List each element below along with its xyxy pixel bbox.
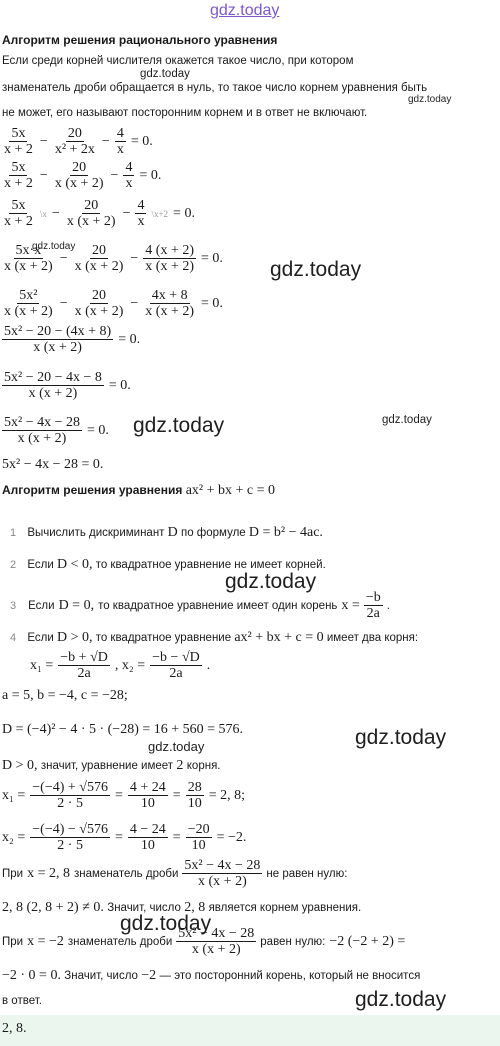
watermark: gdz.today	[408, 94, 452, 105]
discriminant-note: D > 0, значит, уравнение имеет 2 корня.	[2, 758, 221, 773]
watermark: gdz.today	[355, 988, 447, 1011]
watermark: gdz.today	[225, 570, 317, 593]
equation-6: $\frac{\text{5x² − 20 − (4x + 8)}}{x (x + 2)}$ = 0.	[4, 324, 141, 355]
paragraph-line: знаменатель дроби обращается в нуль, то такое число корнем уравнения быть	[2, 82, 428, 94]
equation-4: $\frac{5x\cdot x}{x (x + 2)}$ − $\frac{20}{x (x + 2)}$ − $\frac{4 (x + 2)}{x (x + 2)}$ = 0.	[4, 243, 223, 274]
algorithm-step-4: 4 Если D > 0, то квадратное уравнение ax² + bx + c = 0 имеет два корня:	[10, 630, 419, 645]
algorithm-step-1: 1 Вычислить дискриминант D по формуле D = b² − 4ac.	[10, 525, 323, 540]
watermark: gdz.today	[382, 414, 432, 426]
watermark: gdz.today	[270, 258, 362, 281]
equation-7: $\frac{\text{5x² − 20 − 4x − 8}}{x (x + 2)}$ = 0.	[4, 370, 131, 401]
coefficients: a = 5, b = −4, c = −28;	[2, 688, 128, 703]
watermark: gdz.today	[32, 241, 76, 252]
paragraph-line: не может, его называют посторонним корнем и в ответ не включают.	[2, 107, 368, 119]
watermark: gdz.today	[120, 912, 212, 935]
section-heading-quadratic: Алгоритм решения уравнения ax² + bx + c = 0	[2, 483, 275, 498]
watermark-top[interactable]: gdz.today	[210, 2, 280, 19]
paragraph-line: Если среди корней числителя окажется такое число, при котором	[2, 55, 354, 67]
check-root-minus-2-conclusion: −2 · 0 = 0. Значит, число −2 — это посторонний корень, который не вносится	[2, 968, 421, 983]
roots-formula: x₁ = $\frac{-b + √D}{2a}$ , x₂ = $\frac{-b - √D}{2a}$ .	[30, 650, 211, 681]
watermark: gdz.today	[133, 414, 225, 437]
algorithm-step-3: 3 Если D = 0, то квадратное уравнение имеет один корень x = $\frac{-b}{2a}$ .	[10, 590, 390, 621]
check-root-2-8: При x = 2, 8 знаменатель дроби $\frac{\text{5x² − 4x − 28}}{x (x + 2)}$ не равен нулю:	[2, 858, 348, 889]
watermark: gdz.today	[140, 68, 190, 80]
check-root-minus-2-conclusion-end: в ответ.	[2, 995, 42, 1007]
equation-5: $\frac{\text{5x²}}{x (x + 2)}$ − $\frac{20}{x (x + 2)}$ − $\frac{4x + 8}{x (x + 2)}$ = 0.	[4, 288, 223, 319]
check-root-2-8-conclusion: 2, 8 (2, 8 + 2) ≠ 0. Значит, число 2, 8 является корнем уравнения.	[2, 900, 362, 915]
root-x1: x₁ = $\frac{-(-4) + √576}{2 \cdot 5}$ = $\frac{4 + 24}{10}$ = $\frac{28}{10}$ = 2, 8;	[2, 780, 245, 811]
equation-8: $\frac{\text{5x² − 4x − 28}}{x (x + 2)}$ = 0.	[4, 415, 109, 446]
equation-1: $\frac{5x}{x + 2}$ − $\frac{20}{\text{x² + 2x}}$ − $\frac{4}{x}$ = 0.	[4, 126, 153, 157]
algorithm-step-2: 2 Если D < 0, то квадратное уравнение не имеет корней.	[10, 557, 326, 572]
equation-2: $\frac{5x}{x + 2}$ − $\frac{20}{x (x + 2)}$ − $\frac{4}{x}$ = 0.	[4, 160, 162, 191]
equation-3: $\frac{5x}{x + 2}$ \x − $\frac{20}{x (x + 2)}$ − $\frac{4}{x}$ \x+2 = 0.	[4, 198, 195, 229]
watermark: gdz.today	[148, 739, 205, 754]
answer-bar	[0, 1015, 500, 1046]
answer-value: 2, 8.	[2, 1021, 27, 1036]
watermark: gdz.today	[355, 726, 447, 749]
root-x2: x₂ = $\frac{-(-4) - √576}{2 \cdot 5}$ = $\frac{4 - 24}{10}$ = $\frac{-20}{10}$ = −2.	[2, 822, 247, 853]
check-root-minus-2: При x = −2 знаменатель дроби $\frac{\text{5x² − 4x − 28}}{x (x + 2)}$ равен нулю: −2 (−2 + 2) =	[2, 926, 406, 957]
equation-9: 5x² − 4x − 28 = 0.	[2, 457, 104, 472]
discriminant: D = (−4)² − 4 · 5 · (−28) = 16 + 560 = 576.	[2, 722, 244, 737]
section-heading-rational: Алгоритм решения рационального уравнения	[2, 33, 278, 47]
